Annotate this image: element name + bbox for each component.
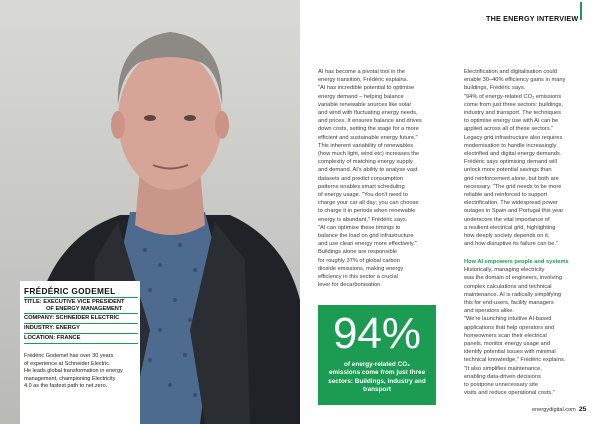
article-column-2b (464, 258, 594, 397)
article-column-2 (464, 68, 594, 248)
paragraph-line: balance the load on grid infrastructure (318, 233, 414, 240)
paragraph-line: homeowners scan their electrical (464, 332, 547, 339)
profile-title (24, 299, 138, 312)
paragraph-line: to optimise energy use with AI can be (464, 118, 559, 125)
paragraph-line: down costs, setting the stage for a more (318, 126, 419, 133)
paragraph-line: "AI can optimise these timings to (318, 224, 401, 231)
article-column-1 (318, 68, 448, 289)
paragraph-line: Electrification and digitalisation could (464, 69, 557, 75)
paragraph-line: and how disruptive its failure can be." (464, 241, 559, 248)
paragraph-line: Legacy grid infrastructure also requires (464, 134, 563, 141)
paragraph-line: and use clean energy more effectively." (318, 241, 417, 248)
paragraph-line: a resilient electrical grid, highlighting (464, 224, 556, 231)
paragraph-line: necessary. "The grid needs to be more (464, 183, 562, 190)
paragraph-line: how deeply society depends on it, (464, 233, 550, 240)
title-line2: OF ENERGY MANAGEMENT (46, 305, 123, 312)
bio-line: 4.0 as the fastest path to net zero. (24, 383, 108, 390)
paragraph-line: Frédéric says optimising demand will (464, 159, 557, 166)
section-heading: How AI empowers people and systems (464, 259, 569, 265)
divider (24, 333, 138, 334)
paragraph-line: and prices. It ensures balance and drives (318, 118, 422, 125)
paragraph-line: patterns enables smart scheduling (318, 183, 405, 190)
paragraph-line: to postpone unnecessary site (464, 382, 538, 389)
divider (24, 297, 138, 298)
paragraph-line: efficient and sustainable energy future." (318, 134, 418, 141)
paragraph-line: This inherent variability of renewables (318, 142, 414, 149)
paragraph-line: (how much light, wind etc) increases the (318, 151, 420, 158)
paragraph-line: of energy usage. "You don't need to (318, 192, 408, 199)
page-number: 25 (578, 406, 587, 413)
paragraph-line: complexity of matching energy supply (318, 159, 413, 166)
title-label: TITLE: (24, 299, 42, 305)
accent-bar (580, 2, 582, 20)
stat-callout (318, 305, 436, 405)
paragraph-line: and operators alike. (464, 308, 514, 315)
section-kicker: THE ENERGY INTERVIEW (486, 14, 579, 23)
industry-value: ENERGY (55, 325, 80, 331)
paragraph-line: applications that help operators and (464, 324, 555, 331)
paragraph-line: Buildings alone are responsible (318, 249, 398, 256)
bio-line: management, championing Electricity (24, 375, 116, 382)
paragraph-line: variable renewable sources like solar (318, 101, 412, 108)
stat-value: 94% (332, 309, 422, 358)
company-label: COMPANY: (24, 315, 55, 321)
paragraph-line: come from just three sectors: buildings, (464, 101, 563, 108)
bio-line: He leads global transformation in energy (24, 368, 123, 375)
profile-bio (24, 353, 140, 391)
paragraph-line: enable 30–40% efficiency gains in many (464, 77, 566, 84)
bio-line: Frédéric Godemel has over 30 years (24, 353, 114, 359)
location-value: FRANCE (56, 335, 81, 341)
title-line1: EXECUTIVE VICE PRESIDENT (43, 299, 125, 305)
paragraph-line: grid reinforcement alone, but both are (464, 175, 559, 182)
stat-caption: of energy-related CO₂ emissions come from just three sectors: Buildings, industry and transport (328, 361, 426, 394)
paragraph-line: "94% of energy-related CO₂ emissions (464, 93, 562, 100)
paragraph-line: applied across all of these sectors." (464, 126, 554, 133)
divider (24, 313, 138, 314)
paragraph-line: underscore the vital importance of (464, 216, 550, 223)
paragraph-line: visits and reduce operational costs." (464, 390, 555, 397)
location-label: LOCATION: (24, 335, 56, 341)
paragraph-line: for roughly 37% of global carbon (318, 257, 400, 264)
paragraph-line: energy is abundant," Frédéric says. (318, 216, 408, 223)
paragraph-line: "We're launching intuitive AI-based (464, 316, 552, 323)
paragraph-line: panels, monitor energy usage and (464, 341, 551, 348)
paragraph-line: datasets and predict consumption (318, 175, 404, 182)
profile-location (24, 335, 138, 342)
paragraph-line: technical knowledge," Frédéric explains. (464, 357, 566, 364)
profile-card (20, 281, 140, 424)
paragraph-line: buildings, Frédéric says. (464, 85, 526, 92)
paragraph-line: this for end-users, facility managers (464, 300, 554, 307)
paragraph-line: "It also simplifies maintenance, (464, 365, 542, 372)
bio-line: of experience at Schneider Electric. (24, 360, 111, 367)
paragraph-line: enabling data-driven decisions (464, 373, 541, 380)
paragraph-line: electrified and digital energy demands. (464, 151, 562, 158)
paragraph-line: industry and transport. The techniques (464, 110, 561, 117)
company-value: SCHNEIDER ELECTRIC (55, 315, 120, 321)
paragraph-line: lever for decarbonisation. (318, 282, 382, 289)
paragraph-line: charge your car all day; you can choose (318, 200, 419, 207)
paragraph-line: dioxide emissions, making energy (318, 265, 404, 272)
paragraph-line: and wind with fluctuating energy needs, (318, 110, 418, 117)
paragraph-line: identify potential issues with minimal (464, 349, 556, 356)
industry-label: INDUSTRY: (24, 325, 55, 331)
paragraph-line: energy transition, Frédéric explains. (318, 77, 409, 84)
paragraph-line: energy demand – helping balance (318, 93, 404, 100)
paragraph-line: efficiency in this sector a crucial (318, 274, 398, 281)
profile-name: FRÉDÉRIC GODEMEL (24, 286, 116, 296)
profile-industry (24, 325, 138, 332)
page-footer (532, 406, 586, 413)
divider (24, 323, 138, 324)
site-url[interactable]: energydigital.com (532, 407, 576, 413)
paragraph-line: unlock more potential savings than (464, 167, 552, 174)
paragraph-line: electrification. The widespread power (464, 200, 558, 207)
paragraph-line: modernisation to handle increasingly (464, 142, 557, 149)
paragraph-line: AI has become a pivotal tool in the (318, 69, 405, 75)
divider (24, 343, 138, 344)
profile-company (24, 315, 138, 322)
paragraph-line: reliable and reinforced to support (464, 192, 548, 199)
paragraph-line: maintenance. AI is radically simplifying (464, 291, 562, 298)
paragraph-line: to charge it in periods when renewable (318, 208, 416, 215)
paragraph-line: was the domain of engineers, involving (464, 275, 563, 282)
paragraph-line: Historically, managing electricity (464, 267, 545, 274)
paragraph-line: complex calculations and technical (464, 283, 552, 290)
paragraph-line: "AI has incredible potential to optimise (318, 85, 415, 92)
paragraph-line: outages in Spain and Portugal this year (464, 208, 564, 215)
paragraph-line: and demand. AI's ability to analyse vast (318, 167, 418, 174)
